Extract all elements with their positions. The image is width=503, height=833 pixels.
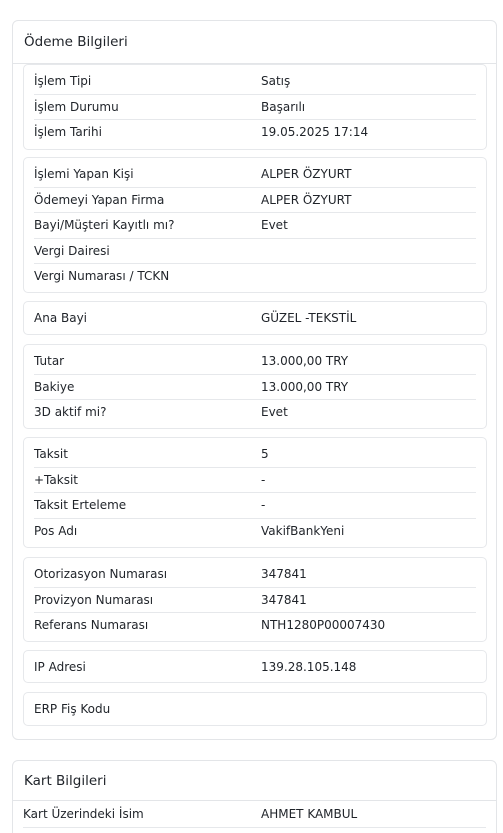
info-row-provizyon [34,588,476,614]
row-label: İşlemi Yapan Kişi [34,167,134,181]
info-row-islem-tipi [34,69,476,95]
authorization-group [23,557,487,642]
row-label: +Taksit [34,472,78,487]
row-label: Provizyon Numarası [34,592,154,607]
row-value: - [261,472,266,487]
row-label: İşlem Tarihi [34,125,102,139]
amount-group [23,344,487,429]
info-row-bakiye [34,375,476,401]
row-label: Taksit Erteleme [34,498,127,512]
payer-group [23,157,487,293]
info-row-vergi-dairesi [34,239,476,265]
row-value: Başarılı [261,99,306,114]
info-row-referans [34,613,476,639]
row-label: Ödemeyi Yapan Firma [34,192,165,207]
info-row-kart-uzerindeki-isim [23,802,486,828]
transaction-group [23,64,487,150]
info-row-islem-tarihi [34,120,476,146]
row-value: VakifBankYeni [261,523,345,538]
main-dealer-group [23,301,487,335]
row-value: ALPER ÖZYURT [261,192,352,207]
info-row-bayi-musteri-kayitli [34,213,476,239]
row-value: Evet [261,405,288,419]
row-value: Satış [261,74,291,88]
payment-info-title: Ödeme Bilgileri [24,34,128,50]
row-label: İşlem Tipi [34,74,92,88]
row-value: 347841 [261,567,307,581]
row-label: Taksit [34,447,68,461]
row-value: 139.28.105.148 [261,660,357,674]
info-row-ana-bayi [34,306,476,332]
row-label: Bakiye [34,379,75,394]
card-info-title: Kart Bilgileri [24,773,107,789]
info-row-taksit [34,442,476,468]
row-value: Evet [261,218,288,232]
info-row-pos-adi [34,519,476,545]
row-label: Otorizasyon Numarası [34,567,168,581]
row-label: Referans Numarası [34,618,149,632]
row-label: Vergi Numarası / TCKN [34,269,170,283]
info-row-odemeyi-yapan-firma [34,188,476,214]
info-row-erp-fis-kodu [34,697,476,723]
info-row-3d-aktif [34,400,476,426]
payment-info-card [12,20,497,740]
info-row-tutar [34,349,476,375]
row-value: 13.000,00 TRY [261,354,349,368]
info-row-arti-taksit [34,468,476,494]
row-value: 13.000,00 TRY [261,379,349,394]
info-row-islem-durumu [34,95,476,121]
row-value: AHMET KAMBUL [261,807,358,821]
info-row-ip-adresi [34,655,476,681]
row-value: 347841 [261,592,307,607]
row-value: - [261,498,266,512]
info-row-taksit-erteleme [34,493,476,519]
erp-group [23,692,487,726]
row-label: IP Adresi [34,660,86,674]
ip-group [23,650,487,683]
card-info-card [12,760,497,833]
row-value: ALPER ÖZYURT [261,167,352,181]
divider [13,800,496,801]
info-row-vergi-numarasi [34,264,476,290]
row-label: 3D aktif mi? [34,405,107,419]
row-value: NTH1280P00007430 [261,618,386,632]
row-label: Pos Adı [34,523,78,538]
row-value: GÜZEL -TEKSTİL [261,311,357,325]
row-label: Bayi/Müşteri Kayıtlı mı? [34,218,175,232]
row-value: 19.05.2025 17:14 [261,125,369,139]
row-label: Tutar [34,354,65,368]
row-label: Ana Bayi [34,311,88,325]
installment-group [23,437,487,548]
row-label: ERP Fiş Kodu [34,702,111,716]
row-label: İşlem Durumu [34,99,119,114]
row-label: Vergi Dairesi [34,243,110,258]
info-row-islemi-yapan-kisi [34,162,476,188]
row-value: 5 [261,447,269,461]
row-label: Kart Üzerindeki İsim [23,807,144,821]
info-row-otorizasyon [34,562,476,588]
